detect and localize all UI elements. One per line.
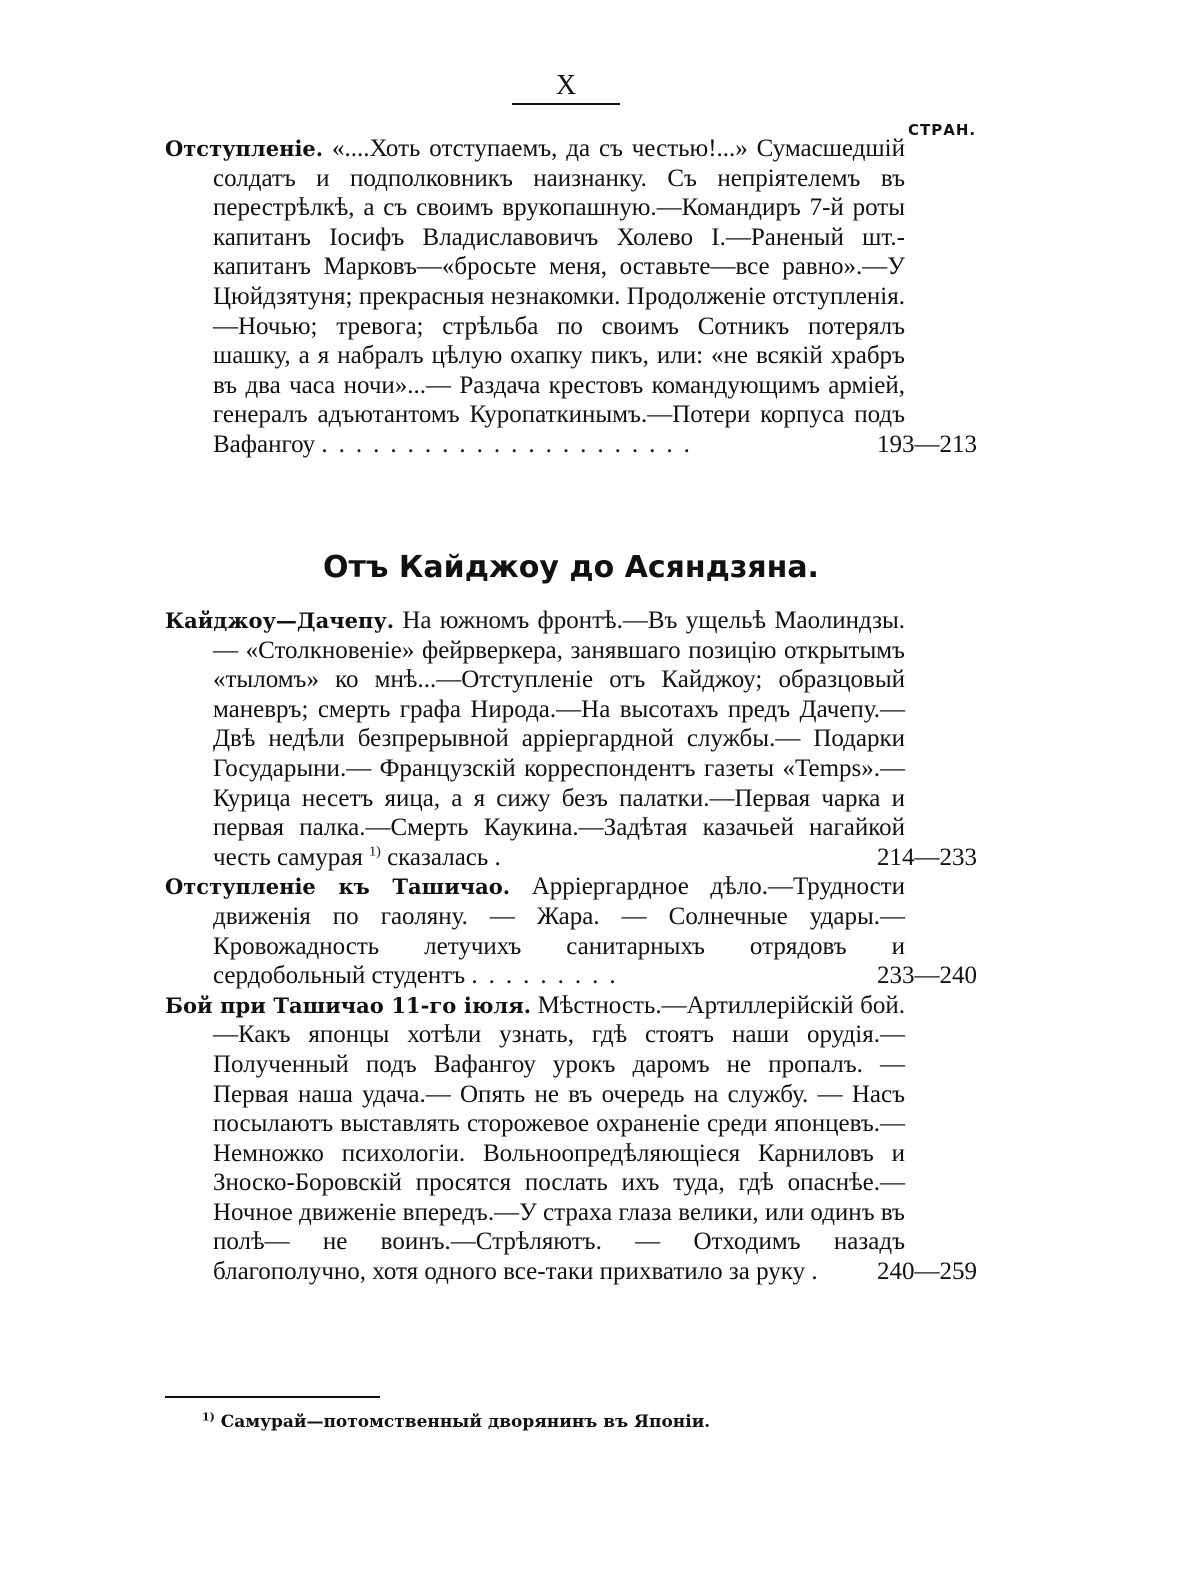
toc-entry (165, 991, 977, 1287)
toc-entry-title: Кайджоу—Дачепу. (165, 608, 395, 633)
toc-entry-title: Отступленіе къ Ташичао. (165, 874, 511, 900)
page-number-rule (512, 103, 620, 105)
toc-entry-leader: ...................... (321, 430, 701, 458)
footnote-rule (165, 1396, 380, 1398)
footnote-marker: 1) (202, 1410, 215, 1424)
toc-part-2 (165, 606, 977, 1287)
toc-entry-text: Мѣстность.—Артиллерійскій бой.—Какъ японцы хотѣли узнать, гдѣ стоятъ наши орудія.—Полученный подъ Вафангоу урокъ даромъ не пропалъ. — Первая наша удача.— Опять не въ очередь на службу. — Насъ посылаютъ выставлять сторожевое охраненіе среди японцевъ.—Немножко психологіи. Вольноопредѣляющіеся Карниловъ и Зноско-Боровскій просятся послать ихъ туда, гдѣ опаснѣе.—Ночное движеніе впередъ.—У страха глаза велики, или одинъ въ полѣ— не воинъ.—Стрѣляютъ. — Отходимъ назадъ благополучно, хотя одного все-таки прихватило за руку (213, 991, 905, 1286)
toc-entry-pages: 233—240 (877, 962, 977, 990)
toc-entry-text-tail: сказалась (387, 843, 489, 871)
toc-part-1 (165, 134, 977, 460)
toc-entry (165, 872, 977, 990)
toc-entry (165, 134, 977, 460)
toc-entry-text: На южномъ фронтѣ.—Въ ущельѣ Маолиндзы. — «Столкновеніе» фейрверкера, занявшаго позицію открытымъ «тыломъ» ко мнѣ...—Отступленіе отъ Кайджоу; образцовый маневръ; смерть графа Нирода.—На высотахъ предъ Дачепу.—Двѣ недѣли безпрерывной арріергардной службы.— Подарки Государыни.— Французскій корреспондентъ газеты «Temps».— Курица несетъ яица, а я сижу безъ палатки.—Первая чарка и первая палка.—Смерть Каукина.—Задѣтая казачьей нагайкой честь самурая (213, 607, 906, 871)
footnote-text: Самурай—потомственный дворянинъ въ Японіи. (220, 1412, 711, 1432)
toc-entry (165, 606, 977, 872)
toc-entry-text: «....Хоть отступаемъ, да съ честью!...» Сумасшедшій солдатъ и подполковникъ наизнанку. Съ непріятелемъ въ перестрѣлкѣ, а съ своимъ врукопашную.—Командиръ 7-й роты капитанъ Іосифъ Владиславовичъ Холево I.—Раненый шт.- капитанъ Марковъ—«бросьте меня, оставьте—все равно».—У Цюйдзятуня; прекрасныя незнакомки. Продолженіе отступленія.—Ночью; тревога; стрѣльба по своимъ Сотникъ потерялъ шашку, а я набралъ цѣлую охапку пикъ, или: «не всякій храбръ въ два часа ночи»...— Раздача крестовъ командующимъ арміей, генералъ адъютантомъ Куропаткинымъ.—Потери корпуса подъ Вафангоу (213, 135, 905, 458)
toc-entry-title: Бой при Ташичао 11-го іюля. (165, 992, 532, 1018)
footnote-reference: 1) (369, 844, 381, 860)
toc-entry-title: Отступленіе. (165, 136, 324, 161)
toc-entry-leader: ......... (471, 962, 627, 990)
section-heading: Отъ Кайджоу до Асяндзяна. (323, 550, 819, 585)
column-header-pages: СТРАН. (908, 121, 977, 139)
toc-entry-leader: . (811, 1258, 829, 1286)
toc-entry-pages: 214—233 (877, 843, 977, 871)
toc-entry-text: Арріергардное дѣло.—Трудности движенія по гаоляну. — Жара. — Солнечные удары.—Кровожадность летучихъ санитарныхъ отрядовъ и сердобольный студентъ (213, 873, 905, 990)
toc-entry-pages: 193—213 (877, 430, 977, 458)
footnote (202, 1408, 962, 1436)
page-number: X (555, 70, 577, 101)
toc-entry-pages: 240—259 (877, 1258, 977, 1286)
toc-entry-leader: . (494, 843, 512, 871)
